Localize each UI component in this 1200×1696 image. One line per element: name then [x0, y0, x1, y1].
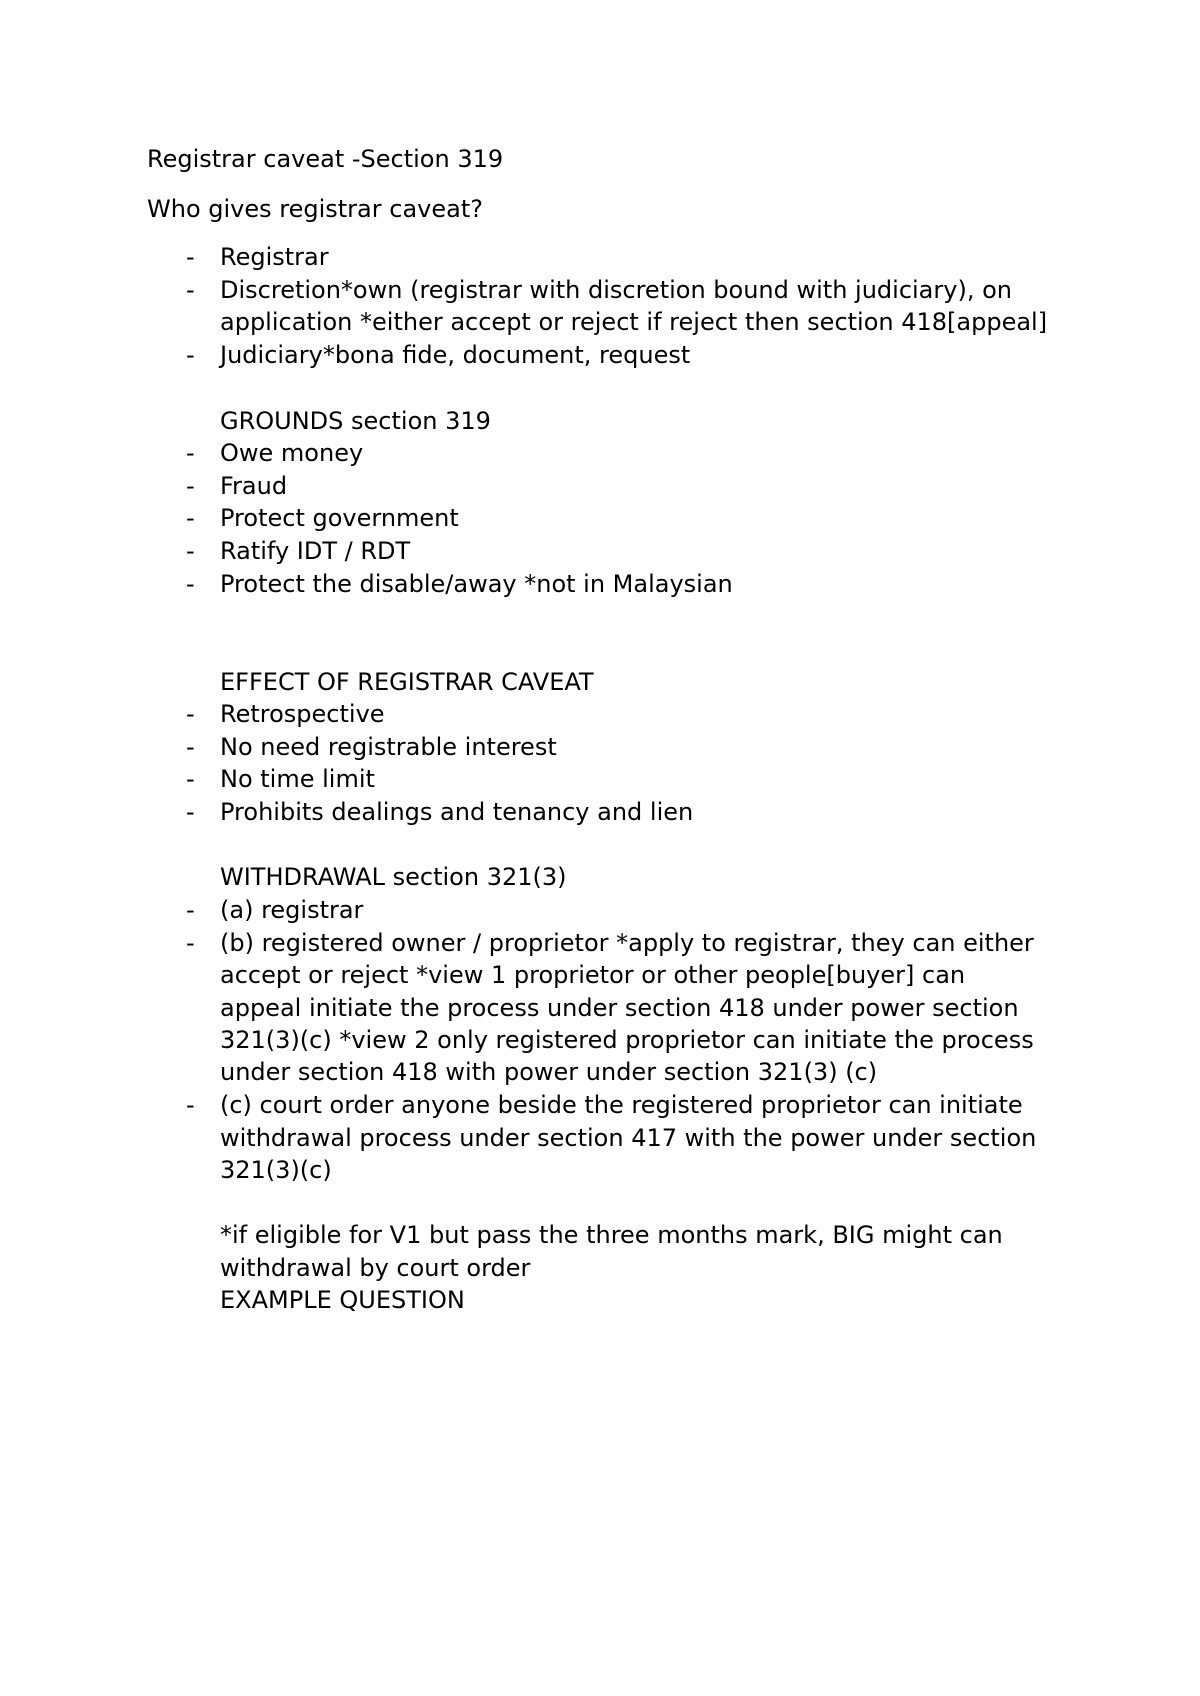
note-text: *if eligible for V1 but pass the three months mark, BIG might can — [220, 1221, 1003, 1249]
list-item-continuation: under section 418 with power under section 321(3) (c) — [220, 1058, 878, 1086]
list-item-continuation: accept or reject *view 1 proprietor or other people[buyer] can — [220, 961, 966, 989]
list-bullet: - — [186, 896, 195, 924]
list-item: (a) registrar — [220, 896, 364, 924]
list-item-continuation: 321(3)(c) — [220, 1156, 332, 1184]
list-bullet: - — [186, 570, 195, 598]
list-bullet: - — [186, 537, 195, 565]
list-bullet: - — [186, 765, 195, 793]
list-bullet: - — [186, 472, 195, 500]
list-item: Protect government — [220, 504, 459, 532]
list-item-continuation: application *either accept or reject if reject then section 418[appeal] — [220, 308, 1048, 336]
list-bullet: - — [186, 929, 195, 957]
list-item: No need registrable interest — [220, 733, 557, 761]
list-bullet: - — [186, 733, 195, 761]
list-bullet: - — [186, 276, 195, 304]
list-item-continuation: withdrawal process under section 417 with the power under section — [220, 1124, 1037, 1152]
note-text: withdrawal by court order — [220, 1254, 531, 1282]
list-item-continuation: 321(3)(c) *view 2 only registered proprietor can initiate the process — [220, 1026, 1034, 1054]
list-item: Owe money — [220, 439, 364, 467]
list-item-continuation: appeal initiate the process under section 418 under power section — [220, 994, 1019, 1022]
list-bullet: - — [186, 1091, 195, 1119]
list-bullet: - — [186, 439, 195, 467]
list-bullet: - — [186, 700, 195, 728]
list-bullet: - — [186, 243, 195, 271]
document-title: Registrar caveat -Section 319 — [147, 145, 504, 173]
list-item: Prohibits dealings and tenancy and lien — [220, 798, 694, 826]
question-heading: Who gives registrar caveat? — [147, 195, 483, 223]
list-bullet: - — [186, 798, 195, 826]
effect-heading: EFFECT OF REGISTRAR CAVEAT — [220, 668, 594, 696]
grounds-heading: GROUNDS section 319 — [220, 407, 491, 435]
list-item: (b) registered owner / proprietor *apply to registrar, they can either — [220, 929, 1034, 957]
list-bullet: - — [186, 504, 195, 532]
list-item: Fraud — [220, 472, 288, 500]
list-item: Protect the disable/away *not in Malaysian — [220, 570, 733, 598]
withdrawal-heading: WITHDRAWAL section 321(3) — [220, 863, 567, 891]
list-item: Retrospective — [220, 700, 385, 728]
list-item: Discretion*own (registrar with discretion bound with judiciary), on — [220, 276, 1012, 304]
list-item: Registrar — [220, 243, 329, 271]
list-bullet: - — [186, 341, 195, 369]
list-item: Judiciary*bona fide, document, request — [220, 341, 691, 369]
list-item: (c) court order anyone beside the registered proprietor can initiate — [220, 1091, 1023, 1119]
list-item: No time limit — [220, 765, 375, 793]
list-item: Ratify IDT / RDT — [220, 537, 411, 565]
example-question-heading: EXAMPLE QUESTION — [220, 1286, 465, 1314]
